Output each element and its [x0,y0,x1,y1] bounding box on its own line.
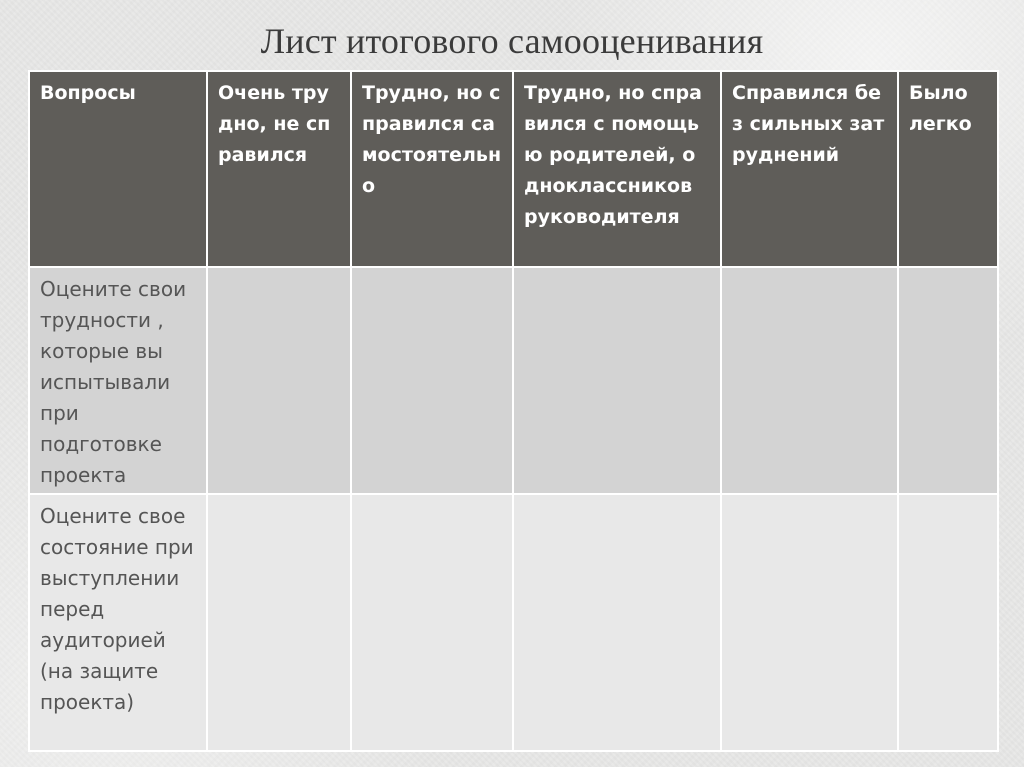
answer-cell-very-hard[interactable] [207,494,351,751]
self-assessment-table [28,70,999,752]
question-cell: Оцените свое состояние при выступлении перед аудиторией (на защите проекта) [29,494,207,751]
header-questions: Вопросы [29,71,207,267]
header-very-hard: Очень трудно, не справился [207,71,351,267]
answer-cell-hard-alone[interactable] [351,267,513,494]
answer-cell-hard-alone[interactable] [351,494,513,751]
answer-cell-easy[interactable] [898,494,998,751]
answer-cell-no-difficulty[interactable] [721,267,898,494]
header-easy: Было легко [898,71,998,267]
table-row [29,494,998,751]
table-row [29,267,998,494]
header-hard-with-help: Трудно, но справился с помощью родителей, одноклассников руководителя [513,71,721,267]
answer-cell-very-hard[interactable] [207,267,351,494]
slide-title: Лист итогового самооценивания [260,21,764,61]
answer-cell-easy[interactable] [898,267,998,494]
answer-cell-no-difficulty[interactable] [721,494,898,751]
answer-cell-hard-with-help[interactable] [513,267,721,494]
answer-cell-hard-with-help[interactable] [513,494,721,751]
header-no-difficulty: Справился без сильных затруднений [721,71,898,267]
header-hard-alone: Трудно, но справился самостоятельно [351,71,513,267]
table-header-row [29,71,998,267]
question-cell: Оцените свои трудности , которые вы испытывали при подготовке проекта [29,267,207,494]
